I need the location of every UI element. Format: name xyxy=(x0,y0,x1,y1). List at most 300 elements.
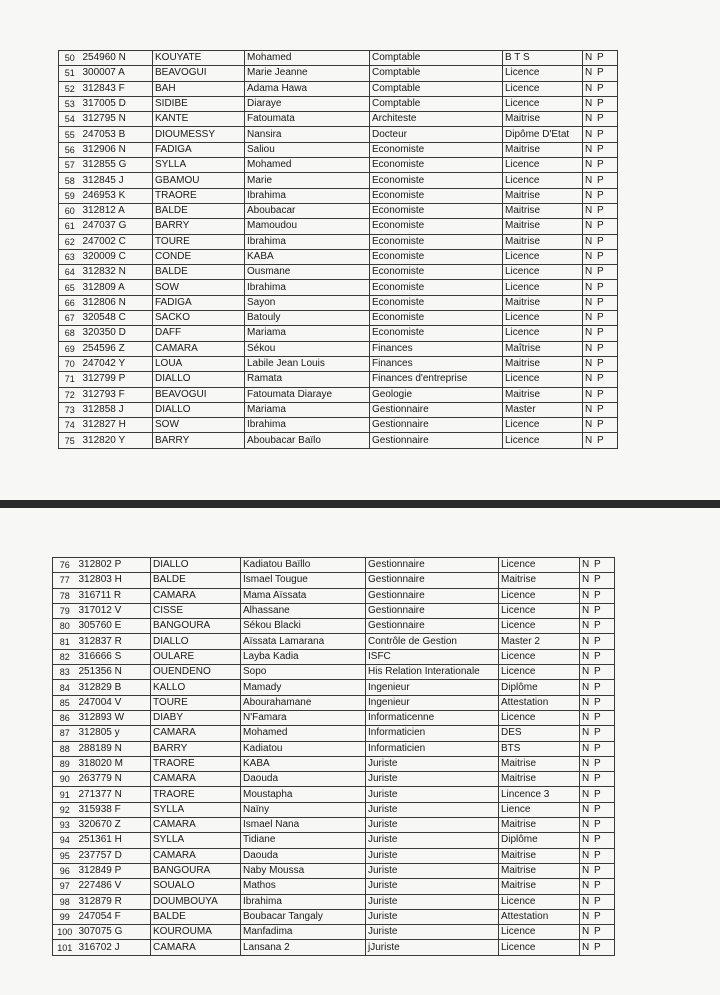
matricule-cell: 312795 N xyxy=(81,112,153,127)
diploma-cell: Lience xyxy=(499,802,580,817)
last-name-cell: SOW xyxy=(153,418,245,433)
status-cell: N P xyxy=(583,387,618,402)
status-cell: N P xyxy=(583,418,618,433)
profession-cell: Juriste xyxy=(366,848,499,863)
profession-cell: Architeste xyxy=(370,112,503,127)
diploma-cell: Maitrise xyxy=(499,772,580,787)
matricule-cell: 254596 Z xyxy=(81,341,153,356)
profession-cell: Geologie xyxy=(370,387,503,402)
last-name-cell: KANTE xyxy=(153,112,245,127)
row-number-cell: 91 xyxy=(53,787,77,802)
table-row xyxy=(53,818,615,833)
last-name-cell: CISSE xyxy=(151,603,241,618)
first-name-cell: KABA xyxy=(245,249,370,264)
profession-cell: Economiste xyxy=(370,203,503,218)
matricule-cell: 263779 N xyxy=(77,772,151,787)
diploma-cell: Maitrise xyxy=(499,818,580,833)
status-cell: N P xyxy=(580,634,615,649)
table-row xyxy=(53,909,615,924)
status-cell: N P xyxy=(583,112,618,127)
table-body xyxy=(53,558,615,956)
profession-cell: Informaticenne xyxy=(366,710,499,725)
diploma-cell: Licence xyxy=(499,894,580,909)
table-row xyxy=(53,695,615,710)
table-row xyxy=(59,127,618,142)
matricule-cell: 312820 Y xyxy=(81,433,153,448)
status-cell: N P xyxy=(580,665,615,680)
matricule-cell: 305760 E xyxy=(77,619,151,634)
last-name-cell: SYLLA xyxy=(151,802,241,817)
last-name-cell: BALDE xyxy=(153,265,245,280)
matricule-cell: 312893 W xyxy=(77,710,151,725)
first-name-cell: Daouda xyxy=(241,772,366,787)
row-number-cell: 86 xyxy=(53,710,77,725)
last-name-cell: BARRY xyxy=(153,219,245,234)
diploma-cell: Maitrise xyxy=(499,863,580,878)
row-number-cell: 98 xyxy=(53,894,77,909)
first-name-cell: Ismael Nana xyxy=(241,818,366,833)
document-page-2 xyxy=(0,508,720,995)
status-cell: N P xyxy=(583,356,618,371)
matricule-cell: 246953 K xyxy=(81,188,153,203)
table-row xyxy=(53,665,615,680)
last-name-cell: KOUYATE xyxy=(153,51,245,66)
status-cell: N P xyxy=(580,833,615,848)
profession-cell: Juriste xyxy=(366,756,499,771)
row-number-cell: 81 xyxy=(53,634,77,649)
row-number-cell: 83 xyxy=(53,665,77,680)
diploma-cell: Maitrise xyxy=(503,203,583,218)
table-row xyxy=(53,848,615,863)
profession-cell: Comptable xyxy=(370,51,503,66)
first-name-cell: Kadiatou xyxy=(241,741,366,756)
table-row xyxy=(53,787,615,802)
first-name-cell: Manfadima xyxy=(241,925,366,940)
table-row xyxy=(53,558,615,573)
table-row xyxy=(59,173,618,188)
table-row xyxy=(53,710,615,725)
table-row xyxy=(53,680,615,695)
table-row xyxy=(53,634,615,649)
matricule-cell: 312879 R xyxy=(77,894,151,909)
table-row xyxy=(53,741,615,756)
profession-cell: Gestionnaire xyxy=(370,402,503,417)
last-name-cell: BEAVOGUI xyxy=(153,387,245,402)
status-cell: N P xyxy=(583,311,618,326)
profession-cell: Economiste xyxy=(370,142,503,157)
first-name-cell: Ousmane xyxy=(245,265,370,280)
diploma-cell: Licence xyxy=(503,66,583,81)
row-number-cell: 60 xyxy=(59,203,81,218)
diploma-cell: Licence xyxy=(503,326,583,341)
last-name-cell: FADIGA xyxy=(153,142,245,157)
last-name-cell: BALDE xyxy=(151,573,241,588)
matricule-cell: 320548 C xyxy=(81,311,153,326)
status-cell: N P xyxy=(580,588,615,603)
last-name-cell: TRAORE xyxy=(151,787,241,802)
matricule-cell: 312799 P xyxy=(81,372,153,387)
status-cell: N P xyxy=(580,741,615,756)
staff-table-1 xyxy=(58,50,618,449)
row-number-cell: 94 xyxy=(53,833,77,848)
table-row xyxy=(53,588,615,603)
first-name-cell: Sékou xyxy=(245,341,370,356)
diploma-cell: Maitrise xyxy=(499,879,580,894)
status-cell: N P xyxy=(580,726,615,741)
profession-cell: Gestionnaire xyxy=(366,588,499,603)
profession-cell: ISFC xyxy=(366,649,499,664)
last-name-cell: TOURE xyxy=(153,234,245,249)
first-name-cell: Ibrahima xyxy=(245,418,370,433)
first-name-cell: Naïny xyxy=(241,802,366,817)
table-row xyxy=(59,188,618,203)
last-name-cell: KOUROUMA xyxy=(151,925,241,940)
row-number-cell: 93 xyxy=(53,818,77,833)
diploma-cell: Attestation xyxy=(499,695,580,710)
diploma-cell: Licence xyxy=(503,265,583,280)
diploma-cell: Licence xyxy=(503,280,583,295)
row-number-cell: 89 xyxy=(53,756,77,771)
last-name-cell: SOUALO xyxy=(151,879,241,894)
profession-cell: Economiste xyxy=(370,219,503,234)
matricule-cell: 312837 R xyxy=(77,634,151,649)
profession-cell: Economiste xyxy=(370,295,503,310)
last-name-cell: CAMARA xyxy=(153,341,245,356)
status-cell: N P xyxy=(583,219,618,234)
diploma-cell: Dipôme D'Etat xyxy=(503,127,583,142)
row-number-cell: 59 xyxy=(59,188,81,203)
table-row xyxy=(59,418,618,433)
profession-cell: Juriste xyxy=(366,894,499,909)
diploma-cell: Maitrise xyxy=(503,188,583,203)
profession-cell: Finances xyxy=(370,356,503,371)
table-row xyxy=(59,402,618,417)
table-row xyxy=(59,356,618,371)
matricule-cell: 247004 V xyxy=(77,695,151,710)
diploma-cell: Licence xyxy=(503,311,583,326)
row-number-cell: 72 xyxy=(59,387,81,402)
last-name-cell: DAFF xyxy=(153,326,245,341)
matricule-cell: 254960 N xyxy=(81,51,153,66)
last-name-cell: SYLLA xyxy=(151,833,241,848)
first-name-cell: Sayon xyxy=(245,295,370,310)
last-name-cell: DIABY xyxy=(151,710,241,725)
profession-cell: Ingenieur xyxy=(366,695,499,710)
status-cell: N P xyxy=(583,51,618,66)
matricule-cell: 227486 V xyxy=(77,879,151,894)
matricule-cell: 315938 F xyxy=(77,802,151,817)
status-cell: N P xyxy=(583,280,618,295)
first-name-cell: Alhassane xyxy=(241,603,366,618)
first-name-cell: Mamady xyxy=(241,680,366,695)
last-name-cell: BARRY xyxy=(153,433,245,448)
row-number-cell: 80 xyxy=(53,619,77,634)
last-name-cell: CAMARA xyxy=(151,588,241,603)
row-number-cell: 64 xyxy=(59,265,81,280)
table-row xyxy=(53,772,615,787)
matricule-cell: 320350 D xyxy=(81,326,153,341)
diploma-cell: Maitrise xyxy=(503,219,583,234)
matricule-cell: 307075 G xyxy=(77,925,151,940)
diploma-cell: Maitrise xyxy=(503,356,583,371)
first-name-cell: Ibrahima xyxy=(241,894,366,909)
matricule-cell: 247042 Y xyxy=(81,356,153,371)
diploma-cell: Maitrise xyxy=(503,142,583,157)
last-name-cell: CAMARA xyxy=(151,818,241,833)
first-name-cell: Ibrahima xyxy=(245,280,370,295)
diploma-cell: Licence xyxy=(503,96,583,111)
row-number-cell: 54 xyxy=(59,112,81,127)
profession-cell: His Relation Interationale xyxy=(366,665,499,680)
diploma-cell: Licence xyxy=(503,249,583,264)
table-row xyxy=(53,879,615,894)
status-cell: N P xyxy=(580,680,615,695)
first-name-cell: Mathos xyxy=(241,879,366,894)
first-name-cell: Mariama xyxy=(245,326,370,341)
diploma-cell: Maîtrise xyxy=(503,341,583,356)
first-name-cell: Fatoumata Diaraye xyxy=(245,387,370,402)
status-cell: N P xyxy=(580,558,615,573)
first-name-cell: Tidiane xyxy=(241,833,366,848)
profession-cell: Economiste xyxy=(370,173,503,188)
status-cell: N P xyxy=(583,234,618,249)
status-cell: N P xyxy=(580,756,615,771)
matricule-cell: 251356 N xyxy=(77,665,151,680)
table-row xyxy=(53,603,615,618)
table-row xyxy=(53,726,615,741)
row-number-cell: 100 xyxy=(53,925,77,940)
first-name-cell: Aïssata Lamarana xyxy=(241,634,366,649)
table-row xyxy=(59,142,618,157)
row-number-cell: 68 xyxy=(59,326,81,341)
row-number-cell: 88 xyxy=(53,741,77,756)
first-name-cell: Abourahamane xyxy=(241,695,366,710)
table-row xyxy=(59,158,618,173)
last-name-cell: TRAORE xyxy=(151,756,241,771)
profession-cell: Gestionnaire xyxy=(370,418,503,433)
row-number-cell: 79 xyxy=(53,603,77,618)
last-name-cell: SIDIBE xyxy=(153,96,245,111)
last-name-cell: FADIGA xyxy=(153,295,245,310)
status-cell: N P xyxy=(583,372,618,387)
table-row xyxy=(59,66,618,81)
last-name-cell: GBAMOU xyxy=(153,173,245,188)
status-cell: N P xyxy=(583,96,618,111)
last-name-cell: SYLLA xyxy=(153,158,245,173)
last-name-cell: CONDE xyxy=(153,249,245,264)
matricule-cell: 316711 R xyxy=(77,588,151,603)
table-row xyxy=(53,649,615,664)
table-row xyxy=(53,833,615,848)
profession-cell: Economiste xyxy=(370,265,503,280)
diploma-cell: Licence xyxy=(503,418,583,433)
matricule-cell: 247053 B xyxy=(81,127,153,142)
row-number-cell: 55 xyxy=(59,127,81,142)
row-number-cell: 85 xyxy=(53,695,77,710)
first-name-cell: Sékou Blacki xyxy=(241,619,366,634)
last-name-cell: SACKO xyxy=(153,311,245,326)
diploma-cell: Master 2 xyxy=(499,634,580,649)
diploma-cell: Licence xyxy=(499,665,580,680)
profession-cell: Economiste xyxy=(370,188,503,203)
status-cell: N P xyxy=(583,326,618,341)
matricule-cell: 288189 N xyxy=(77,741,151,756)
matricule-cell: 320670 Z xyxy=(77,818,151,833)
first-name-cell: Adama Hawa xyxy=(245,81,370,96)
last-name-cell: DIALLO xyxy=(153,402,245,417)
matricule-cell: 312805 y xyxy=(77,726,151,741)
first-name-cell: Lansana 2 xyxy=(241,940,366,955)
status-cell: N P xyxy=(580,925,615,940)
first-name-cell: Mohamed xyxy=(245,158,370,173)
matricule-cell: 247002 C xyxy=(81,234,153,249)
status-cell: N P xyxy=(583,81,618,96)
diploma-cell: Maitrise xyxy=(503,295,583,310)
diploma-cell: Licence xyxy=(499,925,580,940)
table-row xyxy=(59,81,618,96)
status-cell: N P xyxy=(583,265,618,280)
last-name-cell: TRAORE xyxy=(153,188,245,203)
status-cell: N P xyxy=(583,127,618,142)
first-name-cell: Mohamed xyxy=(245,51,370,66)
table-row xyxy=(53,619,615,634)
diploma-cell: DES xyxy=(499,726,580,741)
table-row xyxy=(53,894,615,909)
first-name-cell: Marie Jeanne xyxy=(245,66,370,81)
matricule-cell: 312803 H xyxy=(77,573,151,588)
diploma-cell: Maitrise xyxy=(499,756,580,771)
status-cell: N P xyxy=(583,402,618,417)
status-cell: N P xyxy=(580,710,615,725)
first-name-cell: Mama Aïssata xyxy=(241,588,366,603)
table-row xyxy=(59,311,618,326)
diploma-cell: BTS xyxy=(499,741,580,756)
diploma-cell: Diplôme xyxy=(499,680,580,695)
last-name-cell: DIALLO xyxy=(151,558,241,573)
diploma-cell: B T S xyxy=(503,51,583,66)
row-number-cell: 84 xyxy=(53,680,77,695)
first-name-cell: Marie xyxy=(245,173,370,188)
last-name-cell: OUENDENO xyxy=(151,665,241,680)
status-cell: N P xyxy=(580,894,615,909)
matricule-cell: 317005 D xyxy=(81,96,153,111)
status-cell: N P xyxy=(580,802,615,817)
status-cell: N P xyxy=(583,203,618,218)
first-name-cell: Naby Moussa xyxy=(241,863,366,878)
profession-cell: Economiste xyxy=(370,311,503,326)
last-name-cell: CAMARA xyxy=(151,772,241,787)
row-number-cell: 63 xyxy=(59,249,81,264)
row-number-cell: 87 xyxy=(53,726,77,741)
first-name-cell: Ibrahima xyxy=(245,234,370,249)
diploma-cell: Licence xyxy=(503,173,583,188)
profession-cell: Gestionnaire xyxy=(366,573,499,588)
table-row xyxy=(59,280,618,295)
table-row xyxy=(53,573,615,588)
profession-cell: Gestionnaire xyxy=(366,558,499,573)
row-number-cell: 50 xyxy=(59,51,81,66)
matricule-cell: 318020 M xyxy=(77,756,151,771)
row-number-cell: 78 xyxy=(53,588,77,603)
matricule-cell: 312855 G xyxy=(81,158,153,173)
matricule-cell: 317012 V xyxy=(77,603,151,618)
diploma-cell: Licence xyxy=(503,81,583,96)
first-name-cell: Layba Kadia xyxy=(241,649,366,664)
profession-cell: Comptable xyxy=(370,66,503,81)
last-name-cell: BEAVOGUI xyxy=(153,66,245,81)
diploma-cell: Licence xyxy=(499,619,580,634)
diploma-cell: Maitrise xyxy=(499,848,580,863)
profession-cell: Comptable xyxy=(370,96,503,111)
matricule-cell: 312849 P xyxy=(77,863,151,878)
row-number-cell: 69 xyxy=(59,341,81,356)
row-number-cell: 52 xyxy=(59,81,81,96)
diploma-cell: Diplôme xyxy=(499,833,580,848)
matricule-cell: 312906 N xyxy=(81,142,153,157)
diploma-cell: Attestation xyxy=(499,909,580,924)
matricule-cell: 247054 F xyxy=(77,909,151,924)
table-row xyxy=(59,51,618,66)
last-name-cell: DIOUMESSY xyxy=(153,127,245,142)
table-row xyxy=(59,234,618,249)
profession-cell: Juriste xyxy=(366,787,499,802)
diploma-cell: Master xyxy=(503,402,583,417)
diploma-cell: Licence xyxy=(503,158,583,173)
row-number-cell: 56 xyxy=(59,142,81,157)
last-name-cell: BAH xyxy=(153,81,245,96)
status-cell: N P xyxy=(580,695,615,710)
first-name-cell: Ibrahima xyxy=(245,188,370,203)
last-name-cell: KALLO xyxy=(151,680,241,695)
matricule-cell: 237757 D xyxy=(77,848,151,863)
status-cell: N P xyxy=(583,173,618,188)
last-name-cell: DOUMBOUYA xyxy=(151,894,241,909)
matricule-cell: 312812 A xyxy=(81,203,153,218)
profession-cell: Docteur xyxy=(370,127,503,142)
table-row xyxy=(59,112,618,127)
diploma-cell: Licence xyxy=(499,940,580,955)
last-name-cell: BALDE xyxy=(153,203,245,218)
last-name-cell: CAMARA xyxy=(151,848,241,863)
matricule-cell: 312858 J xyxy=(81,402,153,417)
diploma-cell: Licence xyxy=(499,603,580,618)
table-row xyxy=(53,940,615,955)
row-number-cell: 101 xyxy=(53,940,77,955)
first-name-cell: Sopo xyxy=(241,665,366,680)
matricule-cell: 312845 J xyxy=(81,173,153,188)
matricule-cell: 316702 J xyxy=(77,940,151,955)
last-name-cell: BANGOURA xyxy=(151,619,241,634)
first-name-cell: Labile Jean Louis xyxy=(245,356,370,371)
status-cell: N P xyxy=(580,787,615,802)
matricule-cell: 312827 H xyxy=(81,418,153,433)
table-row xyxy=(59,341,618,356)
table-row xyxy=(53,802,615,817)
last-name-cell: CAMARA xyxy=(151,940,241,955)
table-row xyxy=(59,203,618,218)
table-row xyxy=(59,387,618,402)
profession-cell: Contrôle de Gestion xyxy=(366,634,499,649)
profession-cell: Juriste xyxy=(366,772,499,787)
first-name-cell: Moustapha xyxy=(241,787,366,802)
matricule-cell: 247037 G xyxy=(81,219,153,234)
row-number-cell: 74 xyxy=(59,418,81,433)
row-number-cell: 73 xyxy=(59,402,81,417)
row-number-cell: 92 xyxy=(53,802,77,817)
row-number-cell: 75 xyxy=(59,433,81,448)
first-name-cell: Mariama xyxy=(245,402,370,417)
profession-cell: Juriste xyxy=(366,802,499,817)
